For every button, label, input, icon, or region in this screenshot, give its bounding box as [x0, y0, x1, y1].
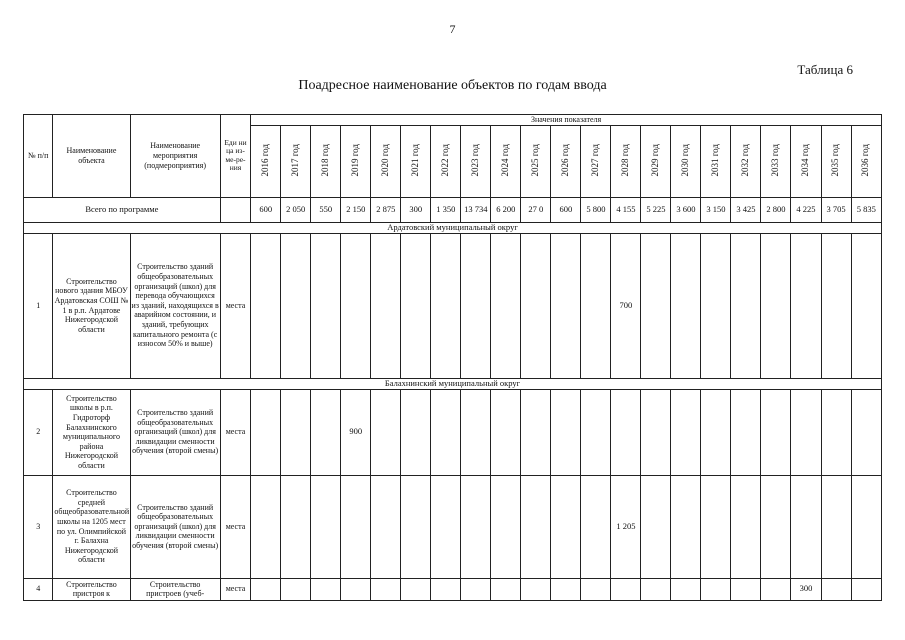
- row-unit: места: [220, 233, 250, 378]
- total-value: 1 350: [431, 197, 461, 222]
- row-value: [761, 233, 791, 378]
- row-value: [311, 578, 341, 600]
- year-header: 2021 год: [401, 125, 431, 197]
- row-object: Строительство пристроя к: [53, 578, 130, 600]
- row-value: [401, 578, 431, 600]
- total-row: [24, 197, 882, 222]
- row-value: [641, 578, 671, 600]
- row-value: [551, 578, 581, 600]
- row-value: [401, 475, 431, 578]
- header-values-group: Значения показателя: [251, 115, 882, 126]
- row-value: [431, 475, 461, 578]
- row-value: [731, 389, 761, 475]
- year-header: 2024 год: [491, 125, 521, 197]
- row-value: [761, 389, 791, 475]
- row-value: [611, 578, 641, 600]
- row-value: [371, 389, 401, 475]
- year-header: 2020 год: [371, 125, 401, 197]
- row-value: [701, 233, 731, 378]
- total-value: 600: [251, 197, 281, 222]
- row-value: [251, 233, 281, 378]
- total-value: 2 800: [761, 197, 791, 222]
- row-value: [671, 578, 701, 600]
- row-unit: места: [220, 475, 250, 578]
- row-value: [251, 475, 281, 578]
- row-value: [251, 578, 281, 600]
- year-header: 2033 год: [761, 125, 791, 197]
- row-value: [641, 233, 671, 378]
- row-value: [461, 389, 491, 475]
- row-value: [671, 475, 701, 578]
- row-value: [281, 233, 311, 378]
- region-row: [24, 222, 882, 233]
- objects-table: [23, 114, 882, 601]
- table-row: [24, 233, 882, 378]
- year-header: 2027 год: [581, 125, 611, 197]
- row-value: [461, 233, 491, 378]
- row-value: [671, 389, 701, 475]
- header-num: № п/п: [24, 115, 53, 198]
- row-object: Строительство нового здания МБОУ Ардатовская СОШ № 1 в р.п. Ардатове Нижегородской области: [53, 233, 130, 378]
- row-value: [821, 389, 851, 475]
- row-value: [521, 578, 551, 600]
- row-value: [251, 389, 281, 475]
- row-unit: места: [220, 578, 250, 600]
- row-value: [701, 475, 731, 578]
- row-value: [791, 233, 821, 378]
- year-header: 2019 год: [341, 125, 371, 197]
- row-value: [581, 475, 611, 578]
- year-header: 2029 год: [641, 125, 671, 197]
- total-value: 4 155: [611, 197, 641, 222]
- total-value: 5 225: [641, 197, 671, 222]
- row-value: [371, 578, 401, 600]
- row-value: [431, 389, 461, 475]
- row-value: [521, 233, 551, 378]
- row-value: [821, 578, 851, 600]
- row-value: 300: [791, 578, 821, 600]
- region-label: Балахнинский муниципальный округ: [24, 378, 882, 389]
- year-header: 2030 год: [671, 125, 701, 197]
- total-label: Всего по программе: [24, 197, 221, 222]
- row-value: [311, 389, 341, 475]
- row-num: 2: [24, 389, 53, 475]
- row-value: [641, 389, 671, 475]
- row-num: 4: [24, 578, 53, 600]
- row-value: [731, 233, 761, 378]
- row-value: 900: [341, 389, 371, 475]
- year-header: 2018 год: [311, 125, 341, 197]
- header-object: Наименование объекта: [53, 115, 130, 198]
- row-value: [341, 578, 371, 600]
- row-value: [311, 475, 341, 578]
- year-header: 2035 год: [821, 125, 851, 197]
- header-measure: Наименование мероприятия (подмероприятия): [130, 115, 220, 198]
- row-measure: Строительство зданий общеобразовательных организаций (школ) для перевода обучающихся из зданий, находящихся в аварийном состоянии, и зданий, требующих капитального ремонта (с износом 50% и выше): [130, 233, 220, 378]
- total-value: 2 150: [341, 197, 371, 222]
- year-header: 2017 год: [281, 125, 311, 197]
- row-num: 3: [24, 475, 53, 578]
- row-value: [581, 389, 611, 475]
- total-value: 3 150: [701, 197, 731, 222]
- year-header: 2031 год: [701, 125, 731, 197]
- total-unit: [220, 197, 250, 222]
- year-header: 2032 год: [731, 125, 761, 197]
- row-measure: Строительство пристроев (учеб-: [130, 578, 220, 600]
- row-value: [521, 389, 551, 475]
- row-value: [431, 233, 461, 378]
- row-value: [851, 475, 881, 578]
- row-value: [491, 389, 521, 475]
- row-value: 1 205: [611, 475, 641, 578]
- row-value: [311, 233, 341, 378]
- table-row: [24, 475, 882, 578]
- year-header: 2016 год: [251, 125, 281, 197]
- table-row: [24, 578, 882, 600]
- year-header: 2034 год: [791, 125, 821, 197]
- row-value: [731, 578, 761, 600]
- year-header: 2036 год: [851, 125, 881, 197]
- total-value: 27 0: [521, 197, 551, 222]
- row-value: [851, 233, 881, 378]
- total-value: 13 734: [461, 197, 491, 222]
- row-value: [491, 578, 521, 600]
- row-value: 700: [611, 233, 641, 378]
- row-value: [401, 233, 431, 378]
- row-value: [851, 578, 881, 600]
- row-value: [491, 475, 521, 578]
- row-value: [401, 389, 431, 475]
- row-value: [341, 475, 371, 578]
- total-value: 2 875: [371, 197, 401, 222]
- year-header: 2028 год: [611, 125, 641, 197]
- row-value: [371, 233, 401, 378]
- row-value: [281, 475, 311, 578]
- total-value: 2 050: [281, 197, 311, 222]
- year-header: 2025 год: [521, 125, 551, 197]
- region-label: Ардатовский муниципальный округ: [24, 222, 882, 233]
- row-value: [491, 233, 521, 378]
- row-object: Строительство средней общеобразовательной школы на 1205 мест по ул. Олимпийской г. Балахна Нижегородской области: [53, 475, 130, 578]
- row-value: [821, 233, 851, 378]
- row-unit: места: [220, 389, 250, 475]
- total-value: 3 600: [671, 197, 701, 222]
- row-measure: Строительство зданий общеобразовательных организаций (школ) для ликвидации сменности обучения (второй смены): [130, 389, 220, 475]
- total-value: 6 200: [491, 197, 521, 222]
- total-value: 300: [401, 197, 431, 222]
- table-title: Поадресное наименование объектов по годам ввода: [298, 78, 607, 93]
- total-value: 4 225: [791, 197, 821, 222]
- row-value: [461, 578, 491, 600]
- row-value: [431, 578, 461, 600]
- row-value: [791, 389, 821, 475]
- row-value: [461, 475, 491, 578]
- row-value: [371, 475, 401, 578]
- total-value: 3 705: [821, 197, 851, 222]
- row-value: [581, 233, 611, 378]
- year-header: 2023 год: [461, 125, 491, 197]
- row-value: [341, 233, 371, 378]
- row-value: [581, 578, 611, 600]
- row-value: [611, 389, 641, 475]
- row-value: [551, 233, 581, 378]
- row-value: [281, 389, 311, 475]
- table-label: Таблица 6: [797, 62, 853, 77]
- row-value: [671, 233, 701, 378]
- row-value: [791, 475, 821, 578]
- row-value: [521, 475, 551, 578]
- year-header: 2026 год: [551, 125, 581, 197]
- row-object: Строительство школы в р.п. Гидроторф Балахнинского муниципального района Нижегородской области: [53, 389, 130, 475]
- page-number: 7: [449, 22, 456, 36]
- row-value: [701, 578, 731, 600]
- header-unit: Еди ни ца из-ме-ре-ния: [220, 115, 250, 198]
- total-value: 5 800: [581, 197, 611, 222]
- row-value: [281, 578, 311, 600]
- row-value: [551, 389, 581, 475]
- row-value: [641, 475, 671, 578]
- row-value: [761, 475, 791, 578]
- region-row: [24, 378, 882, 389]
- row-value: [821, 475, 851, 578]
- row-value: [851, 389, 881, 475]
- row-measure: Строительство зданий общеобразовательных организаций (школ) для ликвидации сменности обучения (второй смены): [130, 475, 220, 578]
- total-value: 3 425: [731, 197, 761, 222]
- total-value: 5 835: [851, 197, 881, 222]
- row-value: [761, 578, 791, 600]
- total-value: 550: [311, 197, 341, 222]
- year-header: 2022 год: [431, 125, 461, 197]
- total-value: 600: [551, 197, 581, 222]
- row-value: [551, 475, 581, 578]
- row-num: 1: [24, 233, 53, 378]
- row-value: [701, 389, 731, 475]
- row-value: [731, 475, 761, 578]
- table-row: [24, 389, 882, 475]
